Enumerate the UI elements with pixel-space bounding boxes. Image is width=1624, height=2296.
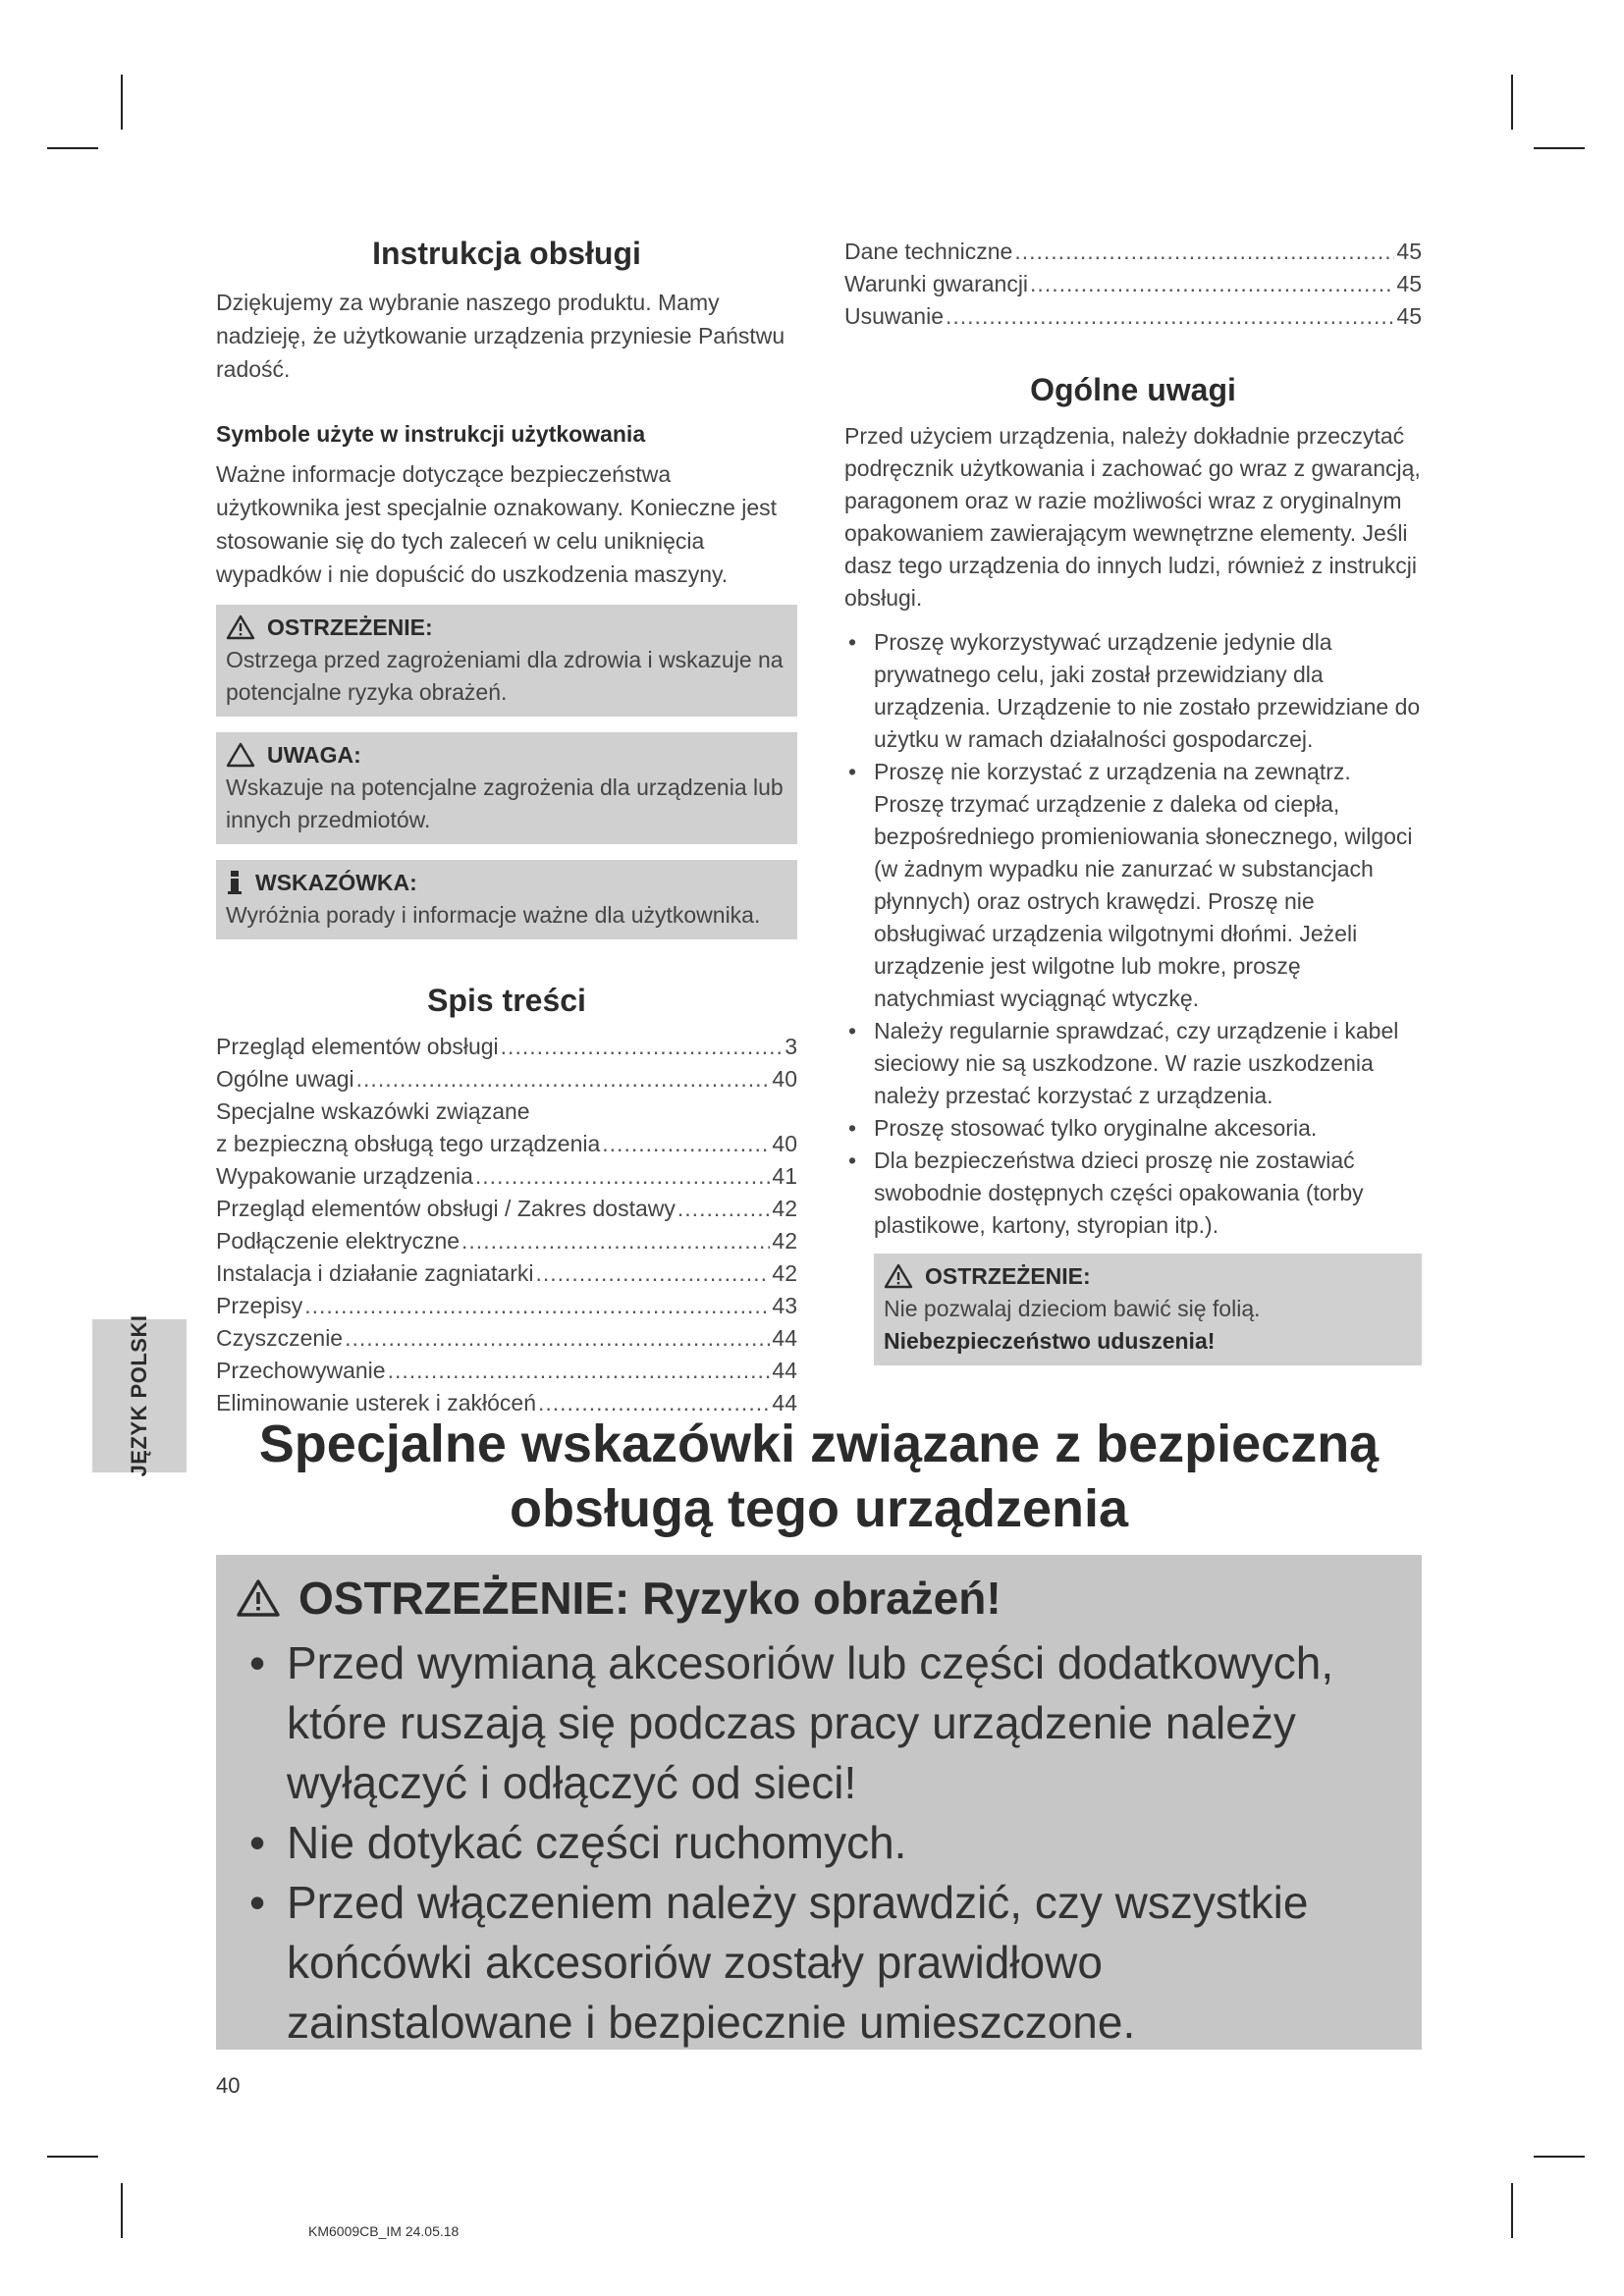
crop-mark [1511, 2183, 1513, 2238]
injury-warning-box [216, 1555, 1422, 2050]
toc-item[interactable]: Wypakowanie urządzenia ..... 41 [216, 1160, 797, 1193]
injury-warning-title: OSTRZEŻENIE: Ryzyko obrażeń! [298, 1573, 1001, 1624]
toc-item[interactable]: Eliminowanie usterek i zakłóceń ..... 44 [216, 1387, 797, 1419]
toc-item[interactable]: Czyszczenie ..... 44 [216, 1322, 797, 1355]
toc-item[interactable]: Ogólne uwagi ..... 40 [216, 1063, 797, 1095]
warning-title: OSTRZEŻENIE: [267, 614, 433, 640]
language-side-tab [92, 1314, 187, 1477]
note-box [216, 860, 797, 939]
caution-text: Wskazuje na potencjalne zagrożenia dla urządzenia lub innych przedmiotów. [226, 774, 784, 832]
toc-item[interactable]: Przegląd elementów obsługi / Zakres dostawy ..... 42 [216, 1193, 797, 1225]
toc-item[interactable]: Przepisy ..... 43 [216, 1290, 797, 1322]
toc-item: Specjalne wskazówki związane [216, 1098, 530, 1124]
manual-title: Instrukcja obsługi [372, 236, 641, 271]
info-icon [226, 870, 244, 895]
note-title: WSKAZÓWKA: [255, 870, 417, 895]
caution-triangle-icon [226, 742, 255, 768]
right-column [844, 236, 1422, 1365]
symbols-text: Ważne informacje dotyczące bezpieczeństwa użytkownika jest specjalnie oznakowany. Konieczne jest stosowanie się do tych zaleceń w celu uniknięcia wypadków i nie dopuścić do uszkodzenia maszyny. [216, 461, 778, 587]
crop-mark [121, 2183, 123, 2238]
crop-mark [47, 2156, 98, 2158]
list-item: • Proszę nie korzystać z urządzenia na zewnątrz. Proszę trzymać urządzenie z daleka od ciepła, bezpośredniego promieniowania słonecznego, wilgoci (w żadnym wypadku nie zanurzać w substancjach płynnych) oraz ostrych krawędzi. Proszę nie obsługiwać urządzenia wilgotnymi dłońmi. Jeżeli urządzenie jest wilgotne lub mokre, proszę natychmiast wyciągnąć wtyczkę. [844, 756, 1422, 1015]
warning-box [216, 605, 797, 717]
toc-item[interactable]: Usuwanie ..... 45 [844, 300, 1422, 333]
crop-mark [1511, 75, 1513, 130]
toc-item[interactable]: Przegląd elementów obsługi ..... 3 [216, 1031, 797, 1063]
warning-triangle-icon [884, 1263, 913, 1289]
print-footer: KM6009CB_IM 24.05.18 [308, 2223, 460, 2239]
warning-triangle-icon [236, 1578, 281, 1618]
left-column [216, 236, 797, 1419]
child-warning-box [874, 1254, 1422, 1365]
caution-box [216, 732, 797, 844]
warning-triangle-icon [226, 614, 255, 640]
toc-list-continued [844, 236, 1422, 333]
language-label: JĘZYK POLSKI [127, 1314, 151, 1477]
caution-title: UWAGA: [267, 742, 361, 768]
crop-mark [1534, 147, 1585, 149]
list-item: • Przed włączeniem należy sprawdzić, czy wszystkie końcówki akcesoriów zostały prawidłowo zainstalowane i bezpiecznie umieszczone. [236, 1873, 1392, 2053]
toc-list [216, 1031, 797, 1419]
general-notes-title: Ogólne uwagi [1030, 372, 1236, 407]
injury-warning-list [236, 1633, 1392, 2053]
child-warning-emphasis: Niebezpieczeństwo uduszenia! [884, 1328, 1216, 1354]
crop-mark [47, 147, 98, 149]
toc-item[interactable]: Podłączenie elektryczne ..... 42 [216, 1225, 797, 1257]
page-number: 40 [216, 2073, 241, 2098]
toc-item[interactable]: z bezpieczną obsługą tego urządzenia ..... 40 [216, 1128, 797, 1160]
note-text: Wyróżnia porady i informacje ważne dla użytkownika. [226, 902, 761, 928]
child-warning-text: Nie pozwalaj dzieciom bawić się folią. [884, 1296, 1261, 1321]
warning-text: Ostrzega przed zagrożeniami dla zdrowia i wskazuje na potencjalne ryzyka obrażeń. [226, 647, 784, 705]
list-item: • Przed wymianą akcesoriów lub części dodatkowych, które ruszają się podczas pracy urządzenie należy wyłączyć i odłączyć od sieci! [236, 1633, 1392, 1813]
general-notes-list [844, 626, 1422, 1242]
list-item: • Proszę wykorzystywać urządzenie jedynie dla prywatnego celu, jaki został przewidziany dla urządzenia. Urządzenie to nie zostało przewidziane do użytku w ramach działalności gospodarczej. [844, 626, 1422, 756]
toc-item[interactable]: Dane techniczne ..... 45 [844, 236, 1422, 268]
safety-section-title: Specjalne wskazówki związane z bezpieczną obsługą tego urządzenia [258, 1415, 1380, 1538]
crop-mark [121, 75, 123, 130]
toc-item[interactable]: Warunki gwarancji ..... 45 [844, 268, 1422, 300]
symbols-heading: Symbole użyte w instrukcji użytkowania [216, 421, 646, 447]
list-item: • Należy regularnie sprawdzać, czy urządzenie i kabel sieciowy nie są uszkodzone. W razie uszkodzenia należy przestać korzystać z urządzenia. [844, 1015, 1422, 1112]
toc-item[interactable]: Instalacja i działanie zagniatarki ..... 42 [216, 1257, 797, 1290]
list-item: • Dla bezpieczeństwa dzieci proszę nie zostawiać swobodnie dostępnych części opakowania (torby plastikowe, kartony, styropian itp.). [844, 1145, 1422, 1242]
child-warning-title: OSTRZEŻENIE: [925, 1263, 1091, 1289]
crop-mark [1534, 2156, 1585, 2158]
toc-item[interactable]: Przechowywanie ..... 44 [216, 1355, 797, 1387]
list-item: • Nie dotykać części ruchomych. [236, 1813, 1392, 1873]
list-item: • Proszę stosować tylko oryginalne akcesoria. [844, 1112, 1422, 1145]
toc-title: Spis treści [427, 983, 586, 1018]
intro-text: Dziękujemy za wybranie naszego produktu. Mamy nadzieję, że użytkowanie urządzenia przyniesie Państwu radość. [216, 290, 785, 382]
general-notes-intro: Przed użyciem urządzenia, należy dokładnie przeczytać podręcznik użytkowania i zachować go wraz z gwarancją, paragonem oraz w razie możliwości wraz z oryginalnym opakowaniem zawierającym wewnętrzne elementy. Jeśli dasz tego urządzenia do innych ludzi, również z instrukcji obsługi. [844, 423, 1421, 611]
